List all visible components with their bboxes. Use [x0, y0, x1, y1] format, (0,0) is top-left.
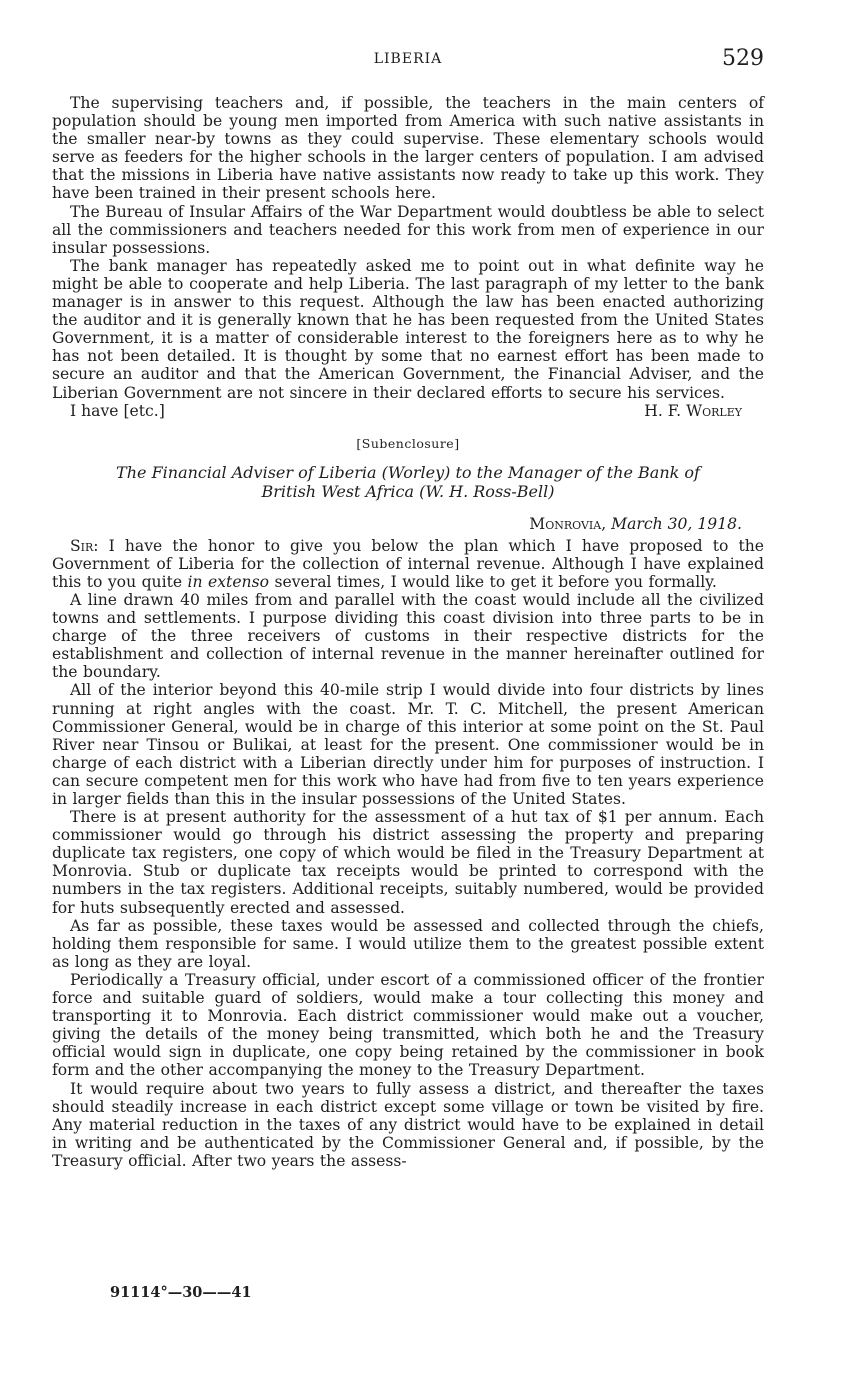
dateline — [52, 515, 764, 533]
subenclosure-paragraph: As far as possible, these taxes would be assessed and collected through the chiefs, holding them responsible for same. I would utilize them to the greatest possible extent as long as they are loyal. — [52, 916, 764, 971]
subenclosure-paragraph: There is at present authority for the assessment of a hut tax of $1 per annum. Each commissioner would go through his district assessing the property and preparing duplicate tax registers, one copy of which would be filed in the Treasury Department at Monrovia. Stub or duplicate tax receipts would be printed to correspond with the numbers in the tax registers. Additional receipts, suitably numbered, would be provided for huts subsequently erected and assessed. — [52, 808, 764, 917]
print-code: 91114°—30——41 — [110, 1284, 252, 1301]
subenclosure-paragraph — [52, 537, 764, 591]
paragraph-text: I have the honor to give you below the plan which I have proposed to the Government of Liberia for the collection of internal revenue. Although I have explained this to you quite — [52, 536, 764, 591]
dateline-place: Monrovia, — [529, 514, 607, 533]
subenclosure-paragraph: Periodically a Treasury official, under escort of a commissioned officer of the frontier force and suitable guard of soldiers, would make a tour collecting this money and transporting it to Monrovia. Each district commissioner would make out a voucher, giving the details of the money being transmitted, which both he and the Treasury official would sign in duplicate, one copy being retained by the commissioner in book form and the other accompanying the money to the Treasury Department. — [52, 970, 764, 1080]
letter-paragraph: The bank manager has repeatedly asked me to point out in what definite way he might be able to cooperate and help Liberia. The last paragraph of my letter to the bank manager is in answer to this request. Although the law has been enacted authorizing the auditor and it is generally known that he has been requested from the United States Government, it is a matter of considerable interest to the foreigners here as to why he has not been detailed. It is thought by some that no earnest effort has been made to secure an auditor and that the American Government, the Financial Adviser, and the Liberian Government are not sincere in their declared efforts to secure his services. — [52, 256, 764, 402]
subenclosure-paragraph: All of the interior beyond this 40-mile strip I would divide into four districts by lines running at right angles with the coast. Mr. T. C. Mitchell, the present American Commissioner General, would be in charge of this interior at some point on the St. Paul River near Tinsou or Bulikai, at least for the present. One commissioner would be in charge of each district with a Liberian directly under him for purposes of instruction. I can secure competent men for this work who have had from five to ten years experience in larger fields than this in the insular possessions of the United States. — [52, 681, 764, 808]
subenclosure-paragraph: It would require about two years to fully assess a district, and thereafter the taxes should steadily increase in each district except some village or town be visited by fire. Any material reduction in the taxes of any district would have to be explained in detail in writing and be authenticated by the Commissioner General and, if possible, by the Treasury official. After two years the assess- — [52, 1079, 764, 1170]
subenclosure-label: [Subenclosure] — [356, 435, 460, 451]
latin-phrase: in extenso — [187, 572, 269, 591]
subenclosure-paragraph: A line drawn 40 miles from and parallel with the coast would include all the civilized towns and settlements. I purpose dividing this coast division into three parts to be in charge of the three receivers of customs in their respective districts for the establishment and collection of internal revenue in the manner hereinafter outlined for the boundary. — [52, 590, 764, 682]
closing-text: I have [etc.] — [70, 401, 165, 420]
signature: H. F. Worley — [644, 401, 742, 420]
letter-paragraph: The Bureau of Insular Affairs of the War Department would doubtless be able to select all the commissioners and teachers needed for this work from men of experience in our insular possessions. — [52, 202, 764, 257]
letter-closing — [52, 402, 764, 420]
page-header — [52, 46, 764, 74]
salutation: Sir: — [70, 536, 99, 555]
dateline-date: March 30, 1918. — [611, 514, 742, 533]
paragraph-text: several times, I would like to get it before you formally. — [274, 572, 717, 591]
page-number: 529 — [722, 46, 764, 71]
running-title: LIBERIA — [373, 51, 443, 67]
page-body — [52, 94, 764, 1170]
document-title-line-2: British West Africa (W. H. Ross-Bell) — [261, 481, 555, 501]
document-title-line-1: The Financial Adviser of Liberia (Worley) to the Manager of the Bank of — [116, 462, 700, 482]
letter-paragraph: The supervising teachers and, if possible, the teachers in the main centers of population should be young men imported from America with such native assistants in the smaller near-by towns as they could supervise. These elementary schools would serve as feeders for the higher schools in the larger centers of population. I am advised that the missions in Liberia have native assistants now ready to take up this work. They have been trained in their present schools here. — [52, 94, 764, 203]
